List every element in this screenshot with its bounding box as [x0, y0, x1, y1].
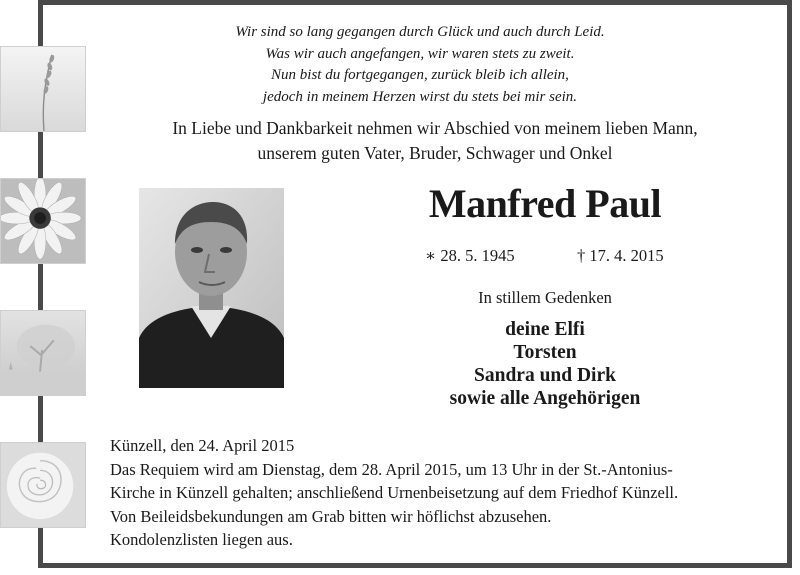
- mourner-name: sowie alle Angehörigen: [449, 388, 641, 409]
- place-date: Künzell, den 24. April 2015: [110, 436, 295, 455]
- gerbera-flower-image: [0, 178, 86, 264]
- verse-line: jedoch in meinem Herzen wirst du stets bei mir sein.: [262, 88, 578, 105]
- condolence-lists: Kondolenzlisten liegen aus.: [110, 530, 293, 549]
- mourner-name: deine Elfi: [505, 319, 585, 340]
- grass-stalk-image: [0, 46, 86, 132]
- intro-line: unserem guten Vater, Bruder, Schwager und Onkel: [257, 143, 613, 163]
- verse-line: Nun bist du fortgegangen, zurück bleib ich allein,: [271, 67, 569, 83]
- deceased-name: Manfred Paul: [428, 181, 662, 226]
- farewell-intro: [110, 116, 760, 166]
- portrait-photo: [139, 188, 284, 388]
- condolence-note: Von Beileidsbekundungen am Grab bitten wir höflichst abzusehen.: [110, 506, 552, 526]
- white-rose-image: [0, 442, 86, 528]
- mourners-list: [390, 318, 700, 410]
- requiem-line: Das Requiem wird am Dienstag, dem 28. April 2015, um 13 Uhr in der St.-Antonius-: [110, 459, 673, 479]
- intro-line: In Liebe und Dankbarkeit nehmen wir Abschied von meinem lieben Mann,: [172, 118, 698, 138]
- mourner-name: Torsten: [513, 342, 577, 363]
- birth-date: ∗ 28. 5. 1945: [425, 246, 515, 265]
- memory-line: In stillem Gedenken: [478, 288, 612, 307]
- service-details: [110, 434, 780, 552]
- poem-verse: [120, 22, 720, 108]
- death-date: † 17. 4. 2015: [577, 246, 664, 265]
- mourner-name: Sandra und Dirk: [474, 365, 616, 386]
- misty-tree-image: [0, 310, 86, 396]
- requiem-line: Kirche in Künzell gehalten; anschließend Urnenbeisetzung auf dem Friedhof Künzell.: [110, 483, 679, 502]
- verse-line: Was wir auch angefangen, wir waren stets zu zweit.: [265, 45, 575, 62]
- verse-line: Wir sind so lang gegangen durch Glück und auch durch Leid.: [235, 24, 605, 40]
